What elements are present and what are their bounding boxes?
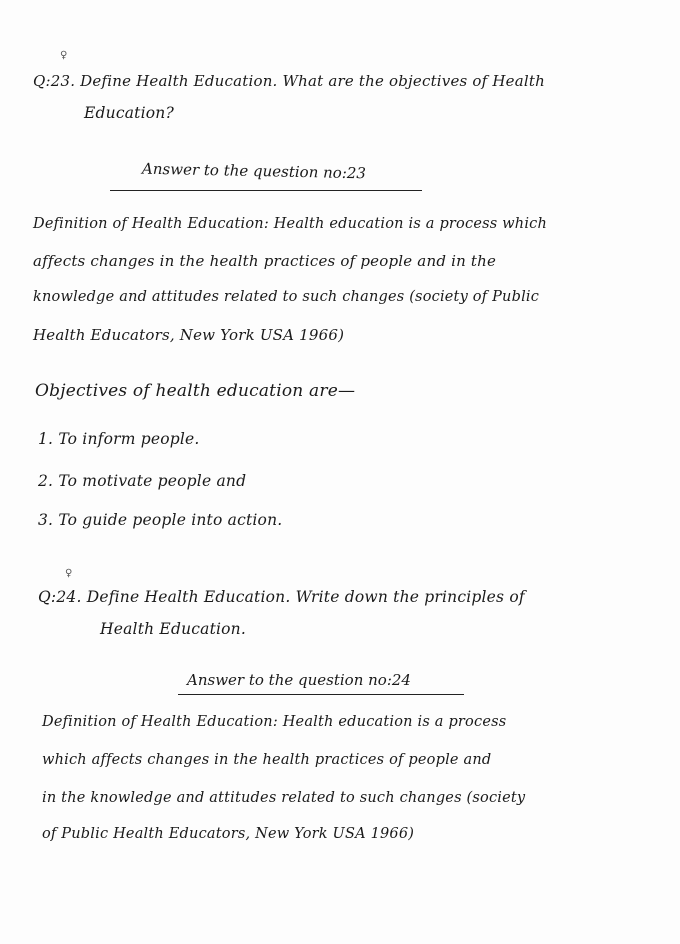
- definition-24-line-4: of Public Health Educators, New York USA 1966): [42, 826, 415, 842]
- objectives-title: Objectives of health education are—: [35, 381, 356, 401]
- definition-24-line-2: which affects changes in the health practices of people and: [42, 752, 492, 768]
- objective-item-2: 2. To motivate people and: [38, 472, 247, 490]
- definition-24-line-3: in the knowledge and attitudes related to such changes (society: [42, 790, 526, 806]
- definition-23-line-4: Health Educators, New York USA 1966): [33, 326, 345, 344]
- answer-24-heading: Answer to the question no:24: [187, 671, 411, 689]
- check-mark-icon: ♀: [65, 568, 73, 579]
- definition-23-line-3: knowledge and attitudes related to such changes (society of Public: [33, 289, 540, 305]
- objective-item-1: 1. To inform people.: [38, 430, 200, 448]
- answer-23-underline: [110, 190, 422, 191]
- definition-23-line-2: affects changes in the health practices of people and in the: [33, 252, 497, 270]
- question-24-line-1: Q:24. Define Health Education. Write down the principles of: [38, 588, 525, 606]
- definition-24-line-1: Definition of Health Education: Health education is a process: [42, 714, 507, 730]
- question-23-line-2: Education?: [84, 104, 174, 122]
- answer-24-underline: [178, 694, 464, 695]
- objective-item-3: 3. To guide people into action.: [38, 511, 283, 529]
- answer-23-heading: Answer to the question no:23: [141, 159, 367, 183]
- question-24-line-2: Health Education.: [100, 620, 246, 638]
- definition-23-line-1: Definition of Health Education: Health education is a process which: [33, 216, 548, 232]
- question-23-line-1: Q:23. Define Health Education. What are the objectives of Health: [33, 72, 545, 90]
- check-mark-icon: ♀: [60, 50, 68, 61]
